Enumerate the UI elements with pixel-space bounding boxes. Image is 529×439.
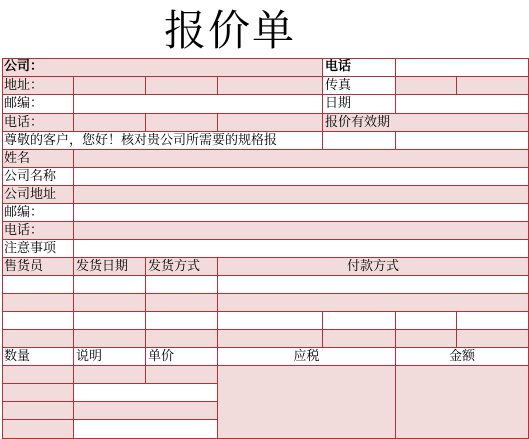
fax-value-cell-1[interactable] bbox=[396, 77, 457, 95]
date-label: 日期 bbox=[323, 95, 396, 114]
shipping-row-4-col-4[interactable] bbox=[218, 330, 323, 348]
customer-tel-value[interactable] bbox=[74, 222, 529, 240]
shipping-row-2-col-4[interactable] bbox=[218, 294, 529, 312]
ship-method-header: 发货方式 bbox=[146, 258, 218, 276]
company-name-label: 公司名称 bbox=[2, 168, 74, 186]
customer-postcode-label: 邮编： bbox=[2, 204, 74, 222]
shipping-row-1-col-3[interactable] bbox=[146, 276, 218, 294]
payment-method-header: 付款方式 bbox=[218, 258, 529, 276]
shipping-row-2-col-2[interactable] bbox=[74, 294, 146, 312]
item-row-3-quantity[interactable] bbox=[2, 402, 74, 420]
shipping-row-4-col-6[interactable] bbox=[396, 330, 457, 348]
tax-header: 应税 bbox=[218, 348, 396, 366]
greeting-cell-1[interactable] bbox=[323, 132, 396, 150]
shipping-row-3-col-5[interactable] bbox=[323, 312, 396, 330]
ship-date-header: 发货日期 bbox=[74, 258, 146, 276]
quote-sheet bbox=[2, 58, 529, 439]
company-address-label: 公司地址 bbox=[2, 186, 74, 204]
phone-value-cell[interactable] bbox=[396, 58, 529, 77]
company-address-value[interactable] bbox=[74, 186, 529, 204]
tel-label: 电话： bbox=[2, 114, 74, 132]
item-row-3-description[interactable] bbox=[74, 402, 218, 420]
item-row-1-unit-price[interactable] bbox=[146, 366, 218, 384]
tel-cell-3[interactable] bbox=[218, 114, 323, 132]
page-title: 报价单 bbox=[163, 6, 296, 55]
amount-header: 金额 bbox=[396, 348, 529, 366]
shipping-row-3-col-3[interactable] bbox=[146, 312, 218, 330]
customer-name-label: 姓名 bbox=[2, 150, 74, 168]
shipping-row-3-col-7[interactable] bbox=[457, 312, 529, 330]
tel-cell-2[interactable] bbox=[146, 114, 218, 132]
item-row-1-description[interactable] bbox=[74, 366, 146, 384]
salesperson-header: 售货员 bbox=[2, 258, 74, 276]
customer-postcode-value[interactable] bbox=[74, 204, 529, 222]
item-row-4-quantity[interactable] bbox=[2, 420, 74, 439]
item-row-1-quantity[interactable] bbox=[2, 366, 74, 384]
address-cell-3[interactable] bbox=[218, 77, 323, 95]
address-cell-2[interactable] bbox=[146, 77, 218, 95]
shipping-row-1-col-2[interactable] bbox=[74, 276, 146, 294]
date-value-cell[interactable] bbox=[396, 95, 529, 114]
address-label: 地址： bbox=[2, 77, 74, 95]
postcode-label: 邮编： bbox=[2, 95, 74, 114]
address-cell-1[interactable] bbox=[74, 77, 146, 95]
shipping-row-4-col-3[interactable] bbox=[146, 330, 218, 348]
postcode-value-cell[interactable] bbox=[74, 95, 323, 114]
shipping-row-3-col-2[interactable] bbox=[74, 312, 146, 330]
validity-label: 报价有效期 bbox=[323, 114, 529, 132]
shipping-row-1-col-1[interactable] bbox=[2, 276, 74, 294]
phone-label: 电话 bbox=[323, 58, 396, 77]
shipping-row-4-col-5[interactable] bbox=[323, 330, 396, 348]
shipping-row-3-col-4[interactable] bbox=[218, 312, 323, 330]
tax-total-cell[interactable] bbox=[218, 366, 396, 439]
unit-price-header: 单价 bbox=[146, 348, 218, 366]
shipping-row-1-col-4[interactable] bbox=[218, 276, 529, 294]
amount-total-cell[interactable] bbox=[396, 366, 529, 439]
customer-name-value[interactable] bbox=[74, 150, 529, 168]
shipping-row-2-col-1[interactable] bbox=[2, 294, 74, 312]
company-name-value[interactable] bbox=[74, 168, 529, 186]
customer-tel-label: 电话： bbox=[2, 222, 74, 240]
shipping-row-2-col-3[interactable] bbox=[146, 294, 218, 312]
company-label: 公司： bbox=[2, 58, 323, 77]
greeting-cell-2[interactable] bbox=[396, 132, 529, 150]
shipping-row-4-col-2[interactable] bbox=[74, 330, 146, 348]
notes-label: 注意事项 bbox=[2, 240, 74, 258]
shipping-row-3-col-6[interactable] bbox=[396, 312, 457, 330]
quantity-header: 数量 bbox=[2, 348, 74, 366]
shipping-row-3-col-1[interactable] bbox=[2, 312, 74, 330]
fax-value-cell-2[interactable] bbox=[457, 77, 529, 95]
description-header: 说明 bbox=[74, 348, 146, 366]
fax-label: 传真 bbox=[323, 77, 396, 95]
notes-value[interactable] bbox=[74, 240, 529, 258]
item-row-4-description[interactable] bbox=[74, 420, 218, 439]
shipping-row-4-col-7[interactable] bbox=[457, 330, 529, 348]
shipping-row-4-col-1[interactable] bbox=[2, 330, 74, 348]
greeting-text: 尊敬的客户，您好！核对贵公司所需要的规格报 bbox=[2, 132, 323, 150]
item-row-2-description[interactable] bbox=[74, 384, 218, 402]
item-row-2-quantity[interactable] bbox=[2, 384, 74, 402]
tel-cell-1[interactable] bbox=[74, 114, 146, 132]
